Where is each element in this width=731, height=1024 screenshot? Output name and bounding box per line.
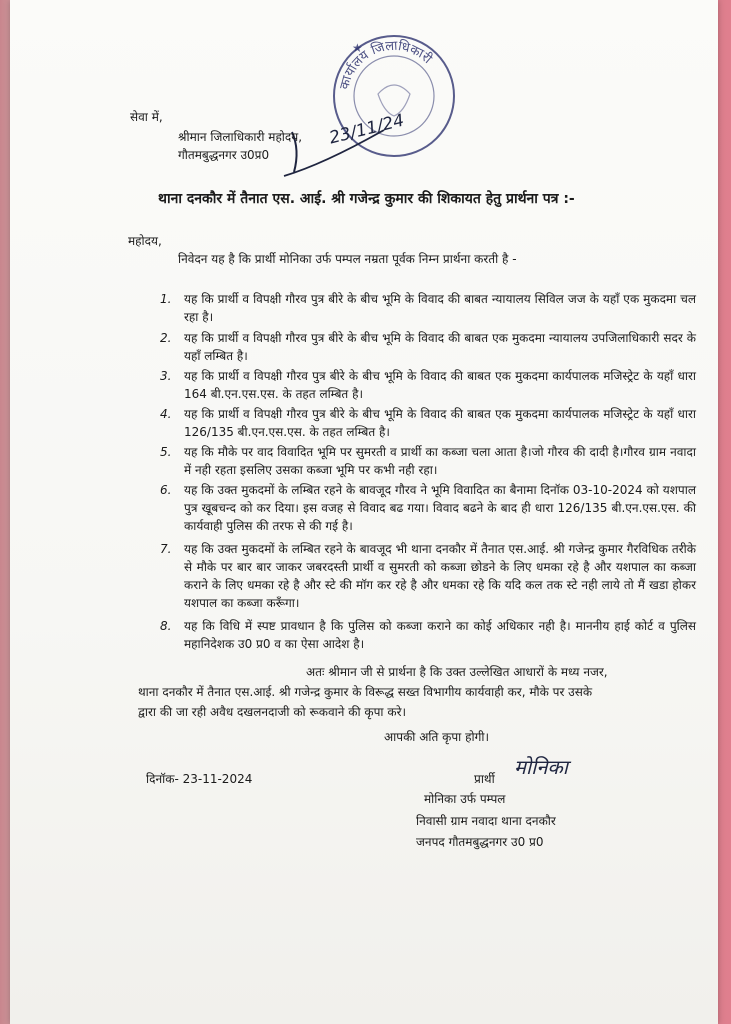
point-text: यह कि प्रार्थी व विपक्षी गौरव पुत्र बीरे के बीच भूमि के विवाद की बाबत एक मुकदमा कार्यपालक मजिस्ट्रेट के यहाँ धारा 126/135 बी.एन.एस.एस. के तहत लम्बित है। xyxy=(184,407,696,439)
handwritten-signature: मोनिका xyxy=(514,755,568,779)
point-number: 3. xyxy=(160,369,172,383)
salutation: सेवा में, xyxy=(130,110,163,124)
signature-label: प्रार्थी xyxy=(474,772,495,786)
sender-name: मोनिका उर्फ पम्पल xyxy=(424,792,506,806)
point-number: 6. xyxy=(160,483,172,497)
point-text: यह कि उक्त मुकदमों के लम्बित रहने के बावजूद गौरव ने भूमि विवादित का बैनामा दिनॉक 03-10-2024 को यशपाल पुत्र खूबचन्द को कर दिया। इस वजह से विवाद बढ गया। विवाद बढने के बाद ही धारा 126/135 बी.एन.एस.एस. की कार्यवाही पुलिस की तरफ से की गई है। xyxy=(184,483,696,533)
point-number: 5. xyxy=(160,445,172,459)
closing-line-3: द्वारा की जा रही अवैध दखलनदाजी को रूकवाने की कृपा करे। xyxy=(138,705,407,719)
closing-line-1: अतः श्रीमान जी से प्रार्थना है कि उक्त उल्लेखित आधारों के मध्य नजर, xyxy=(306,665,608,679)
letter-date: दिनॉक- 23-11-2024 xyxy=(146,772,253,786)
point-text: यह कि प्रार्थी व विपक्षी गौरव पुत्र बीरे के बीच भूमि के विवाद की बाबत न्यायालय सिविल जज के यहाँ एक मुकदमा चल रहा है। xyxy=(184,292,696,324)
subject-line: थाना दनकौर में तैनात एस. आई. श्री गजेन्द्र कुमार की शिकायत हेतु प्रार्थना पत्र :- xyxy=(158,191,575,207)
received-date: 23/11/24 xyxy=(327,110,407,149)
point-number: 4. xyxy=(160,407,172,421)
closing-line-2: थाना दनकौर में तैनात एस.आई. श्री गजेन्द्र कुमार के विरूद्ध सख्त विभागीय कार्यवाही कर, मौके पर उसके xyxy=(138,685,593,699)
point-number: 1. xyxy=(160,292,172,306)
stamp-star-icon: ★ xyxy=(352,41,363,55)
point-number: 8. xyxy=(160,619,172,633)
recipient-location: गौतमबुद्धनगर उ0प्र0 xyxy=(178,148,270,162)
closing-thanks: आपकी अति कृपा होगी। xyxy=(384,730,489,744)
recipient: श्रीमान जिलाधिकारी महोदय, xyxy=(178,130,303,144)
point-text: यह कि मौके पर वाद विवादित भूमि पर सुमरती व प्रार्थी का कब्जा चला आता है।जो गौरव की दादी है।गौरव ग्राम नवादा में नही रहता इसलिए उसका कब्जा भूमि पर कभी नही रहा। xyxy=(184,445,696,477)
greeting: महोदय, xyxy=(128,234,162,248)
point-text: यह कि प्रार्थी व विपक्षी गौरव पुत्र बीरे के बीच भूमि के विवाद की बाबत एक मुकदमा न्यायालय उपजिलाधिकारी सदर के यहाँ लम्बित है। xyxy=(184,331,696,363)
stamp-text: कार्यालय जिलाधिकारी xyxy=(337,38,435,92)
intro-line: निवेदन यह है कि प्रार्थी मोनिका उर्फ पम्पल नम्रता पूर्वक निम्न प्रार्थना करती है - xyxy=(178,252,517,266)
sender-address-2: जनपद गौतमबुद्धनगर उ0 प्र0 xyxy=(416,835,544,849)
point-text: यह कि उक्त मुकदमों के लम्बित रहने के बावजूद भी थाना दनकौर में तैनात एस.आई. श्री गजेन्द्र कुमार गैरविधिक तरीके से मौके पर बार बार जाकर जबरदस्ती प्रार्थी व सुमरती को कब्जा छोडने के लिए धमका रहे है और यशपाल का कब्जा कराने के लिए धमका रहे है और स्टे की मॉग कर रहे है और धमका रहे कि यदि कल तक स्टे नही लाये तो मैं खडा होकर यशपाल का कब्जा करूँगा। xyxy=(184,542,696,610)
point-number: 2. xyxy=(160,331,172,345)
point-text: यह कि प्रार्थी व विपक्षी गौरव पुत्र बीरे के बीच भूमि के विवाद की बाबत एक मुकदमा कार्यपालक मजिस्ट्रेट के यहाँ धारा 164 बी.एन.एस.एस. के तहत लम्बित है। xyxy=(184,369,696,401)
sender-address-1: निवासी ग्राम नवादा थाना दनकौर xyxy=(416,814,556,828)
letter-page xyxy=(10,0,718,1024)
point-number: 7. xyxy=(160,542,172,556)
point-text: यह कि विधि में स्पष्ट प्रावधान है कि पुलिस को कब्जा कराने का कोई अधिकार नही है। माननीय हाई कोर्ट व पुलिस महानिदेशक उ0 प्र0 व का ऐसा आदेश है। xyxy=(184,619,696,651)
